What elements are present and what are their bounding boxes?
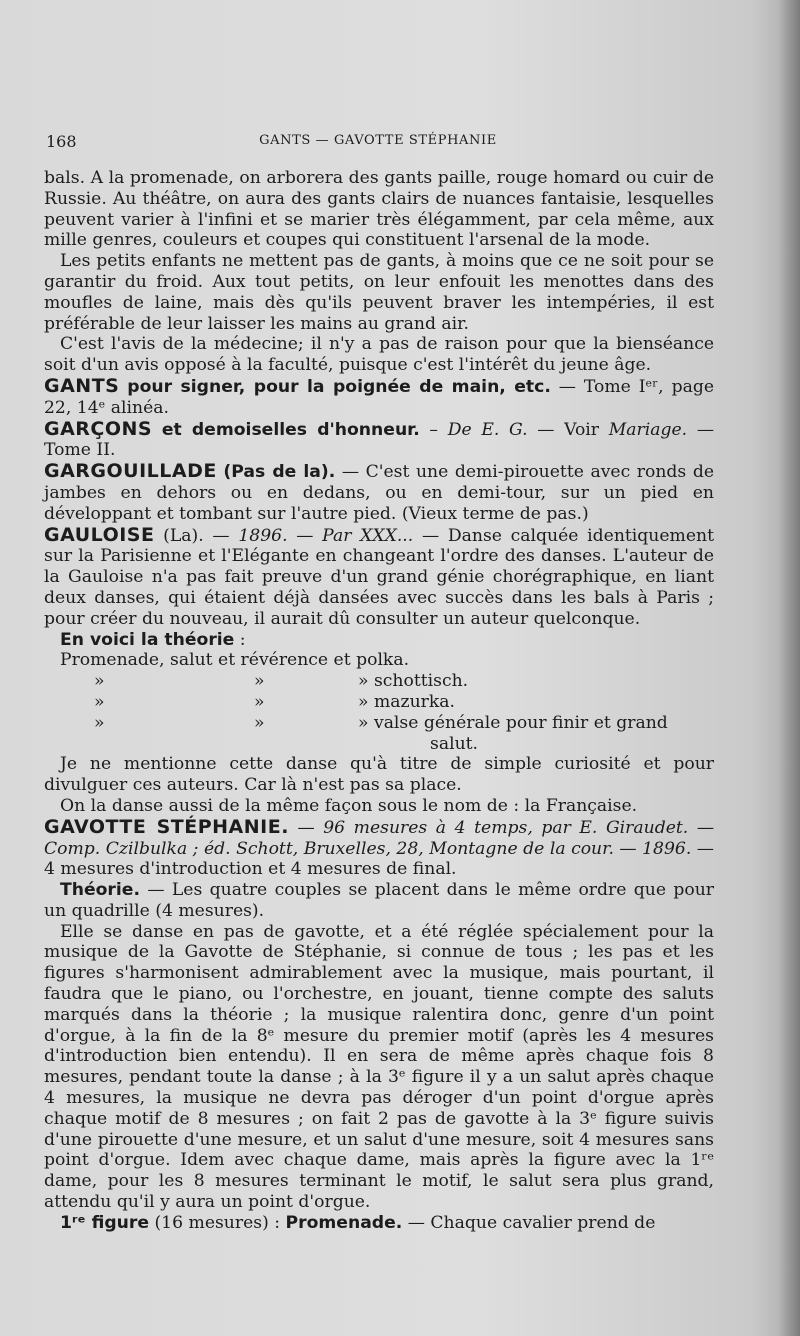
dictionary-entry-garcons bbox=[44, 419, 714, 462]
body-text bbox=[44, 168, 714, 1234]
entry-headword: GAULOISE bbox=[44, 523, 155, 546]
dictionary-entry-gauloise bbox=[44, 525, 714, 630]
entry-text: — Voir bbox=[527, 419, 609, 440]
entry-text: — C'est une demi-pirouette avec ronds de jambes en dehors ou en dedans, ou en demi-tour, sur un pied en développant et tombant sur l'autre pied. (Vieux terme de pas.) bbox=[44, 462, 714, 524]
entry-text: — Tome Iᵉʳ, page 22, 14ᵉ alinéa. bbox=[44, 376, 714, 418]
entry-headword: GARÇONS bbox=[44, 417, 153, 440]
running-title: GANTS — GAVOTTE STÉPHANIE bbox=[259, 133, 497, 148]
dictionary-entry-gants bbox=[44, 376, 714, 419]
entry-headword: GAVOTTE STÉPHANIE. bbox=[44, 815, 289, 838]
entry-text: — Danse calquée identiquement sur la Parisienne et l'Elégante en changeant l'ordre des danses. L'auteur de la Gauloise n'a pas fait preuve d'un grand génie chorégraphique, en liant deux danses, qui étaient déjà dansées avec succès dans les bals à Paris ; pour créer du nouveau, il aurait dû consulter un auteur quelconque. bbox=[44, 525, 714, 629]
theory-line: Promenade, salut et révérence et polka. bbox=[60, 650, 410, 671]
paragraph: Théorie. — Les quatre couples se placent dans le même ordre que pour un quadrille (4 mesures). bbox=[44, 880, 714, 921]
list-item: » » » schottisch. bbox=[94, 671, 469, 692]
list-item: » » » valse générale pour finir et grand bbox=[94, 712, 668, 733]
list-item-continuation: salut. bbox=[430, 733, 479, 754]
paragraph: Je ne mentionne cette danse qu'à titre de simple curiosité et pour divulguer ces auteurs. Car là n'est pas sa place. bbox=[44, 754, 714, 796]
dictionary-entry-gavotte-stephanie bbox=[44, 817, 714, 880]
entry-details: — 96 mesures à 4 temps, par E. Giraudet. — Comp. Czilbulka ; éd. Schott, Bruxelles, 28, Montagne de la cour. — 1896. bbox=[44, 817, 715, 859]
entry-subtitle: pour signer, pour la poignée de main, etc. bbox=[127, 376, 551, 397]
paragraph: C'est l'avis de la médecine; il n'y a pas de raison pour que la bienséance soit d'un avis opposé à la faculté, puisque c'est l'intérêt du jeune âge. bbox=[44, 334, 714, 376]
entry-reference: Mariage. bbox=[608, 419, 688, 440]
entry-headword: GARGOUILLADE bbox=[44, 460, 217, 483]
entry-text: — Tome II. bbox=[44, 419, 715, 461]
paragraph: 1ʳᵉ figure (16 mesures) : Promenade. — Chaque cavalier prend de bbox=[60, 1212, 656, 1233]
paragraph: bals. A la promenade, on arborera des gants paille, rouge homard ou cuir de Russie. Au théâtre, on aura des gants clairs de nuances fantaisie, lesquelles peuvent varier à l'infini et se marier très élégamment, par cela même, aux mille genres, couleurs et coupes qui constituent l'arsenal de la mode. bbox=[44, 168, 714, 251]
entry-date-author: 1896. — Par XXX... bbox=[238, 525, 414, 546]
theory-heading: En voici la théorie : bbox=[60, 629, 246, 650]
page-number: 168 bbox=[46, 132, 77, 151]
entry-headword: GANTS bbox=[44, 374, 120, 397]
running-header bbox=[46, 132, 710, 156]
paragraph: On la danse aussi de la même façon sous le nom de : la Française. bbox=[60, 795, 638, 816]
entry-text: (La). — bbox=[154, 525, 239, 546]
entry-text: — 4 mesures d'introduction et 4 mesures de final. bbox=[44, 838, 714, 880]
paragraph: Les petits enfants ne mettent pas de gants, à moins que ce ne soit pour se garantir du froid. Aux tout petits, on leur enfouit les menottes dans des moufles de laine, mais dès qu'ils peuvent braver les intempéries, il est préférable de leur laisser les mains au grand air. bbox=[44, 251, 714, 334]
paragraph: Elle se danse en pas de gavotte, et a été réglée spécialement pour la musique de la Gavotte de Stéphanie, si connue de tous ; les pas et les figures s'harmonisent admirablement avec la musique, mais pourtant, il faudra que le piano, ou l'orchestre, en jouant, tienne compte des saluts marqués dans la théorie ; la musique ralentira donc, genre d'un point d'orgue, à la fin de la 8ᵉ mesure du premier motif (après les 4 mesures d'introduction bien entendu). Il en sera de même après chaque fois 8 mesures, pendant toute la danse ; à la 3ᵉ figure il y a un salut après chaque 4 mesures, la musique ne devra pas déroger d'un point d'orgue après chaque motif de 8 mesures ; on fait 2 pas de gavotte à la 3ᵉ figure suivis d'une pirouette d'une mesure, et un salut d'une mesure, soit 4 mesures sans point d'orgue. Idem avec chaque dame, mais après la figure avec la 1ʳᵉ dame, pour les 8 mesures terminant le motif, le salut sera plus grand, attendu qu'il y aura un point d'orgue. bbox=[44, 921, 714, 1213]
entry-author: De E. G. bbox=[447, 419, 528, 440]
page-edge-shadow bbox=[778, 0, 800, 1336]
list-item: » » » mazurka. bbox=[94, 691, 455, 712]
entry-subtitle: et demoiselles d'honneur. bbox=[161, 419, 420, 440]
entry-subtitle: (Pas de la). bbox=[223, 462, 336, 483]
entry-separator: – bbox=[419, 419, 448, 440]
dictionary-entry-gargouillade bbox=[44, 461, 714, 524]
theory-list bbox=[44, 671, 714, 733]
